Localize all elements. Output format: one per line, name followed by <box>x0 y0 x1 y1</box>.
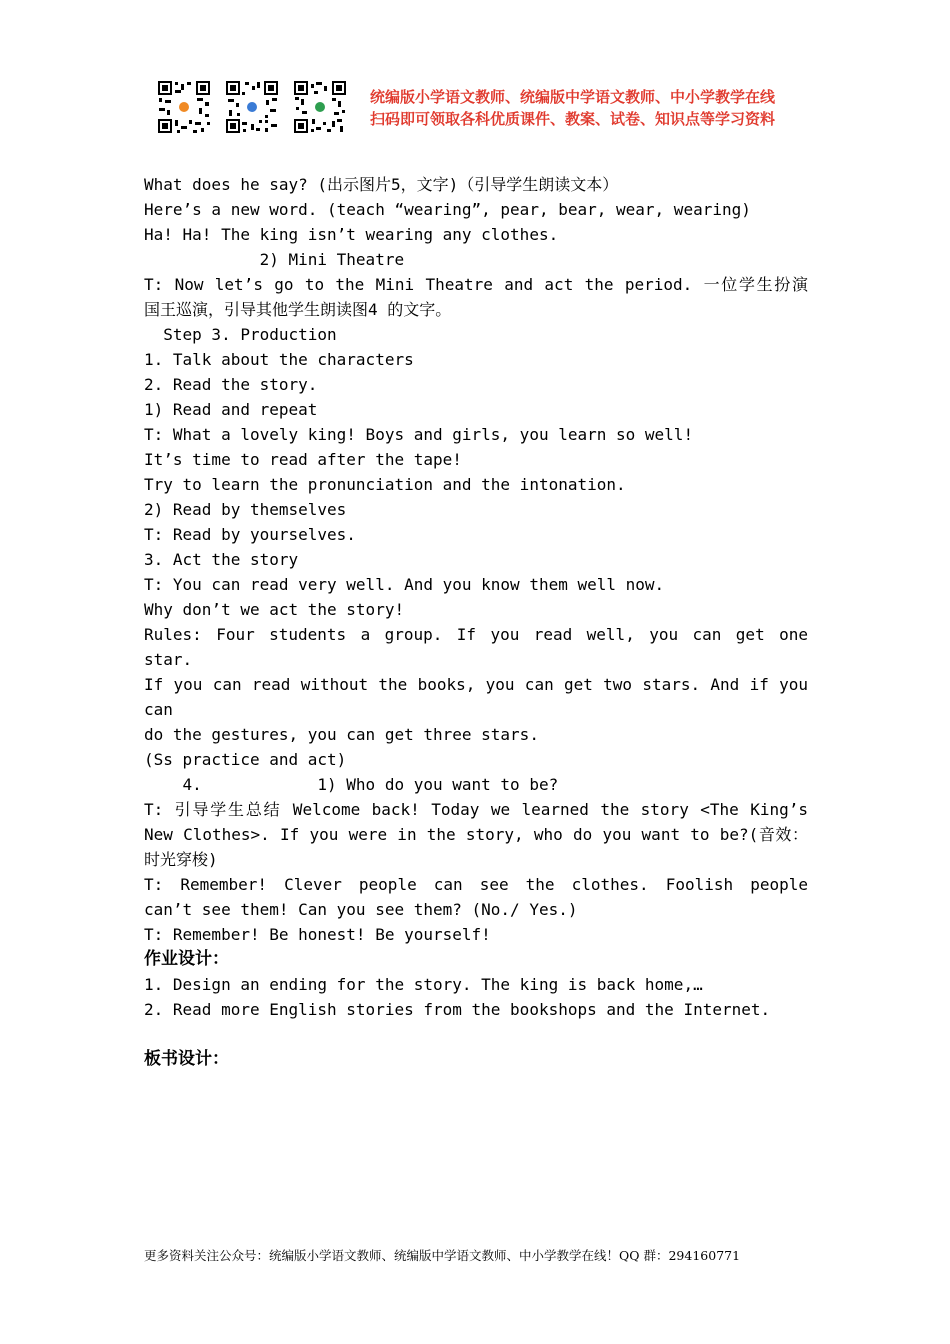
text-line: It’s time to read after the tape! <box>144 450 462 469</box>
qr-code-icon[interactable] <box>225 80 279 134</box>
qr-code-icon[interactable] <box>293 80 347 134</box>
section-heading: 2) Mini Theatre <box>144 250 405 269</box>
promo-line-2: 扫码即可领取各科优质课件、教案、试卷、知识点等学习资料 <box>370 110 776 128</box>
qr-center-2 <box>247 102 257 112</box>
text-line: 国王巡演，引导其他学生朗读图4 的文字。 <box>144 300 452 319</box>
text-line: T: Read by yourselves. <box>144 525 356 544</box>
text-line: T: 引导学生总结 Welcome back! Today we learned the story <The King’s <box>144 800 808 819</box>
text-line: Why don’t we act the story! <box>144 600 405 619</box>
qr-center-3 <box>315 102 325 112</box>
text-line: If you can read without the books, you can get two stars. And if you <box>144 675 808 694</box>
text-line: 3. Act the story <box>144 550 299 569</box>
text-line: T: Remember! Be honest! Be yourself! <box>144 925 491 944</box>
text-line: can <box>144 700 173 719</box>
qr-code-icon[interactable] <box>157 80 211 134</box>
text-line: do the gestures, you can get three stars. <box>144 725 539 744</box>
text-line: Try to learn the pronunciation and the intonation. <box>144 475 626 494</box>
text-line: T: Remember! Clever people can see the clothes. Foolish people <box>144 875 808 894</box>
board-design-heading: 板书设计： <box>144 1049 229 1069</box>
qr-center-1 <box>179 102 189 112</box>
text-line: 2. Read the story. <box>144 375 318 394</box>
homework-heading: 作业设计： <box>144 949 229 969</box>
text-line: T: Now let’s go to the Mini Theatre and act the period. 一位学生扮演 <box>144 275 808 294</box>
text-line: 2) Read by themselves <box>144 500 347 519</box>
section-heading: Step 3. Production <box>144 325 337 344</box>
text-line: Ha! Ha! The king isn’t wearing any clothes. <box>144 225 559 244</box>
lesson-body <box>144 172 808 1072</box>
text-line: 1) Read and repeat <box>144 400 318 419</box>
text-line: 1. Design an ending for the story. The king is back home,… <box>144 975 703 994</box>
text-line: 1. Talk about the characters <box>144 350 414 369</box>
text-line: What does he say? (出示图片5，文字)（引导学生朗读文本） <box>144 175 619 194</box>
page-footer: 更多资料关注公众号：统编版小学语文教师、统编版中学语文教师、中小学教学在线！QQ 群：294160771 <box>144 1248 741 1263</box>
promo-line-1: 统编版小学语文教师、统编版中学语文教师、中小学教学在线 <box>370 88 776 106</box>
promo-header <box>157 80 817 136</box>
text-line: 2. Read more English stories from the bookshops and the Internet. <box>144 1000 771 1019</box>
promo-text <box>370 86 775 130</box>
text-line: (Ss practice and act) <box>144 750 347 769</box>
text-line: T: You can read very well. And you know them well now. <box>144 575 665 594</box>
blank-line <box>144 1022 808 1047</box>
text-line: star. <box>144 650 193 669</box>
text-line: Rules: Four students a group. If you read well, you can get one <box>144 625 808 644</box>
text-line: 4. 1) Who do you want to be? <box>144 775 559 794</box>
text-line: New Clothes>. If you were in the story, who do you want to be?(音效： <box>144 825 808 844</box>
text-line: can’t see them! Can you see them? (No./ Yes.) <box>144 900 578 919</box>
text-line: T: What a lovely king! Boys and girls, you learn so well! <box>144 425 694 444</box>
text-line: 时光穿梭) <box>144 850 218 869</box>
text-line: Here’s a new word. (teach “wearing”, pear, bear, wear, wearing) <box>144 200 751 219</box>
